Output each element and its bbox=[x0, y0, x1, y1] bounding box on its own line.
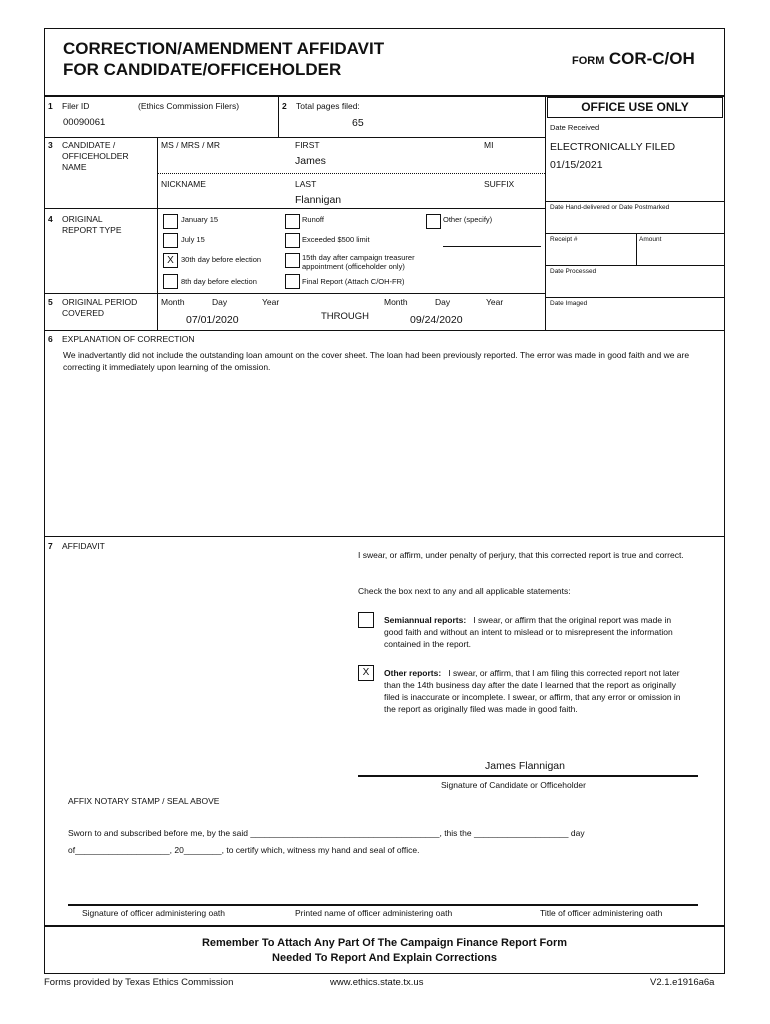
office-column-divider bbox=[545, 95, 546, 330]
filed-date: 01/15/2021 bbox=[550, 159, 603, 171]
filer-id-label: Filer ID bbox=[62, 101, 90, 111]
section-number: 7 bbox=[48, 541, 53, 551]
signature-label: Signature of Candidate or Officeholder bbox=[441, 780, 586, 790]
nickname-label: NICKNAME bbox=[161, 179, 206, 189]
semiannual-checkbox[interactable] bbox=[358, 612, 374, 628]
july-15-label: July 15 bbox=[181, 235, 205, 244]
label-line: OFFICEHOLDER bbox=[62, 151, 129, 161]
total-pages-value[interactable]: 65 bbox=[352, 117, 364, 129]
15th-day-checkbox[interactable] bbox=[285, 253, 300, 268]
name-divider bbox=[157, 173, 545, 174]
other-reports-statement bbox=[384, 667, 690, 715]
30th-day-checkbox[interactable]: X bbox=[163, 253, 178, 268]
label-line: NAME bbox=[62, 162, 87, 172]
period-covered-label bbox=[62, 297, 137, 319]
form-code-value: COR-C/OH bbox=[608, 49, 695, 68]
exceeded-500-label: Exceeded $500 limit bbox=[302, 235, 370, 244]
filer-id-sublabel: (Ethics Commission Filers) bbox=[138, 101, 240, 111]
first-name-label: FIRST bbox=[295, 140, 320, 150]
affidavit-label: AFFIDAVIT bbox=[62, 541, 105, 551]
footer-version: V2.1.e1916a6a bbox=[650, 977, 715, 988]
suffix-label: SUFFIX bbox=[484, 179, 515, 189]
label-line: ORIGINAL bbox=[62, 214, 103, 224]
receipt-amount-divider bbox=[636, 233, 637, 265]
reminder-divider bbox=[44, 925, 725, 927]
other-specify-line[interactable] bbox=[443, 246, 541, 247]
to-year-label: Year bbox=[486, 297, 504, 307]
section-number: 6 bbox=[48, 334, 53, 344]
other-specify-label: Other (specify) bbox=[443, 215, 493, 224]
label-column-divider bbox=[157, 137, 158, 330]
filed-status: ELECTRONICALLY FILED bbox=[550, 141, 676, 153]
last-name-value[interactable]: Flannigan bbox=[295, 194, 342, 206]
footer-credit: Forms provided by Texas Ethics Commission bbox=[44, 977, 234, 988]
other-reports-title: Other reports: bbox=[384, 668, 442, 678]
explanation-text[interactable]: We inadvertantly did not include the outstanding loan amount on the cover sheet. The loan had been previously reported. The error was made in good faith and we are correcting it immediately upon learning of the omission. bbox=[63, 350, 690, 372]
section-number: 1 bbox=[48, 101, 53, 111]
semiannual-statement bbox=[384, 614, 684, 650]
candidate-name-label bbox=[62, 140, 129, 173]
period-to-value[interactable]: 09/24/2020 bbox=[410, 314, 463, 326]
through-label: THROUGH bbox=[321, 311, 370, 322]
last-name-label: LAST bbox=[295, 179, 317, 189]
8th-day-checkbox[interactable] bbox=[163, 274, 178, 289]
candidate-signature[interactable]: James Flannigan bbox=[485, 760, 565, 772]
row-divider bbox=[44, 536, 725, 537]
label-line: REPORT TYPE bbox=[62, 225, 122, 235]
label-line: ORIGINAL PERIOD bbox=[62, 297, 138, 307]
officer-signature-label: Signature of officer administering oath bbox=[82, 908, 226, 918]
section-number: 3 bbox=[48, 140, 53, 150]
reminder-line-2: Needed To Report And Explain Corrections bbox=[272, 952, 497, 964]
semiannual-text: I swear, or affirm that the original report was made in good faith and without an intent to mislead or to misrepresent the information contained in the report. bbox=[384, 615, 673, 649]
other-reports-checkbox[interactable]: X bbox=[358, 665, 374, 681]
section-number: 5 bbox=[48, 297, 53, 307]
receipt-label: Receipt # bbox=[550, 236, 578, 243]
form-code bbox=[572, 49, 695, 69]
prefix-label: MS / MRS / MR bbox=[161, 140, 221, 150]
runoff-label: Runoff bbox=[302, 215, 324, 224]
check-instructions: Check the box next to any and all applicable statements: bbox=[358, 586, 571, 596]
explanation-label: EXPLANATION OF CORRECTION bbox=[62, 334, 195, 344]
30th-day-label: 30th day before election bbox=[181, 255, 262, 264]
runoff-checkbox[interactable] bbox=[285, 214, 300, 229]
date-imaged-label: Date Imaged bbox=[550, 300, 588, 307]
middle-initial-label: MI bbox=[484, 140, 494, 150]
form-prefix: FORM bbox=[572, 55, 605, 67]
semiannual-title: Semiannual reports: bbox=[384, 615, 467, 625]
amount-label: Amount bbox=[639, 236, 662, 243]
other-reports-text: I swear, or affirm, that I am filing this corrected report not later than the 14th business day after the date I learned that the report as originally filed is inaccurate or incomplete. I swear, or affirm, that any error or omission in the report as originally filed was made in good faith. bbox=[384, 668, 681, 714]
15th-day-label: 15th day after campaign treasurer appointment (officeholder only) bbox=[302, 253, 415, 271]
date-received-label: Date Received bbox=[550, 123, 600, 132]
sworn-line-2[interactable]: of____________________, 20________, to certify which, witness my hand and seal of office. bbox=[68, 845, 420, 855]
officer-title-label: Title of officer administering oath bbox=[540, 908, 663, 918]
total-pages-label: Total pages filed: bbox=[296, 101, 360, 111]
office-divider bbox=[545, 201, 725, 202]
8th-day-label: 8th day before election bbox=[181, 277, 257, 286]
office-divider bbox=[545, 265, 725, 266]
affidavit-intro: I swear, or affirm, under penalty of perjury, that this corrected report is true and correct. bbox=[358, 550, 684, 560]
notary-instruction: AFFIX NOTARY STAMP / SEAL ABOVE bbox=[68, 796, 220, 806]
label-line: CANDIDATE / bbox=[62, 140, 116, 150]
officer-signature-line bbox=[68, 904, 698, 906]
july-15-checkbox[interactable] bbox=[163, 233, 178, 248]
office-divider bbox=[545, 297, 725, 298]
other-specify-checkbox[interactable] bbox=[426, 214, 441, 229]
section-number: 2 bbox=[282, 101, 287, 111]
form-title-line1: CORRECTION/AMENDMENT AFFIDAVIT bbox=[63, 39, 385, 58]
final-report-checkbox[interactable] bbox=[285, 274, 300, 289]
to-month-label: Month bbox=[384, 297, 408, 307]
row-divider bbox=[44, 293, 545, 294]
hand-delivered-label: Date Hand-delivered or Date Postmarked bbox=[550, 204, 670, 211]
officer-name-label: Printed name of officer administering oath bbox=[295, 908, 453, 918]
row-divider bbox=[44, 208, 545, 209]
to-day-label: Day bbox=[435, 297, 451, 307]
report-type-label bbox=[62, 214, 122, 236]
filer-id-value[interactable]: 00090061 bbox=[63, 117, 106, 128]
form-title-line2: FOR CANDIDATE/OFFICEHOLDER bbox=[63, 60, 342, 79]
exceeded-500-checkbox[interactable] bbox=[285, 233, 300, 248]
footer-website[interactable]: www.ethics.state.tx.us bbox=[330, 977, 424, 988]
sec1-divider bbox=[278, 95, 279, 137]
row-divider bbox=[44, 330, 725, 331]
section-number: 4 bbox=[48, 214, 53, 224]
from-day-label: Day bbox=[212, 297, 228, 307]
date-processed-label: Date Processed bbox=[550, 268, 597, 275]
office-divider bbox=[545, 233, 725, 234]
from-month-label: Month bbox=[161, 297, 185, 307]
row-divider bbox=[44, 137, 545, 138]
signature-line bbox=[358, 775, 698, 777]
first-name-value[interactable]: James bbox=[295, 155, 326, 167]
january-15-checkbox[interactable] bbox=[163, 214, 178, 229]
reminder-line-1: Remember To Attach Any Part Of The Campaign Finance Report Form bbox=[201, 937, 568, 949]
period-from-value[interactable]: 07/01/2020 bbox=[186, 314, 239, 326]
sworn-line-1[interactable]: Sworn to and subscribed before me, by the said ________________________________________, this the ____________________ day bbox=[68, 828, 585, 838]
january-15-label: January 15 bbox=[181, 215, 219, 224]
final-report-label: Final Report (Attach C/OH-FR) bbox=[302, 277, 405, 286]
label-line: COVERED bbox=[62, 308, 105, 318]
office-use-title: OFFICE USE ONLY bbox=[547, 97, 723, 118]
from-year-label: Year bbox=[262, 297, 280, 307]
